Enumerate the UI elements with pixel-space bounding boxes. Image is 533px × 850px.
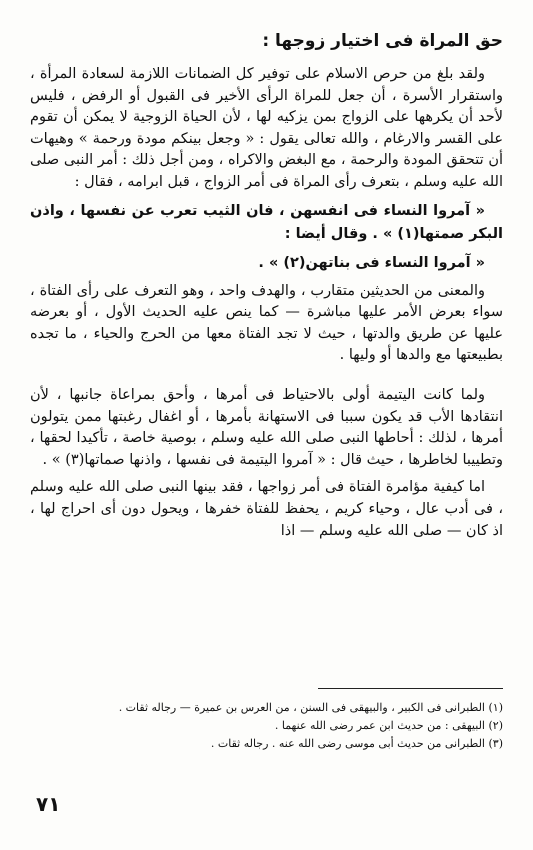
footnote-3: (٣) الطبرانى من حديث أبى موسى رضى الله عنه . رجاله ثقات .: [210, 737, 503, 750]
hadith-quote-2: « آمروا النساء فى بناتهن(٢) » .: [258, 254, 485, 271]
paragraph-gap: [30, 373, 503, 385]
footnote-2: (٢) البيهقى : من حديث ابن عمر رضى الله عنهما .: [274, 719, 503, 732]
paragraph-1: ولقد بلغ من حرص الاسلام على توفير كل الضمانات اللازمة لسعادة المرأة ، واستقرار الأسرة ، أن جعل للمراة الرأى الأخير فى القبول أو الرفض ، فليس لأحد أن يكرهها على الزواج بمن يزكيه لها ، لأن الحياة الزوجية لا يمكن أن تقوم على القسر والارغام ، والله تعالى يقول : « وجعل بينكم مودة ورحمة » وهيهات أن تتحقق المودة والرحمة ، مع البغض والاكراه ، ومن أجل ذلك : أمر النبى صلى الله عليه وسلم ، بتعرف رأى المراة فى أمر الزواج ، قبل ابرامه ، فقال :: [30, 66, 503, 190]
hadith-quote-1: « آمروا النساء فى انفسهن ، فان الثيب تعرب عن نفسها ، واذن البكر صمتها(١) » . وقال أيضا :: [30, 202, 503, 242]
section-heading: حق المراة فى اختيار زوجها :: [262, 31, 503, 51]
footnote-divider: [318, 688, 503, 689]
page-number: ٧١: [36, 792, 61, 816]
footnotes: [30, 700, 503, 754]
paragraph-2: والمعنى من الحديثين متقارب ، والهدف واحد ، وهو التعرف على رأى الفتاة ، سواء بعرض الأمر عليها مباشرة — كما ينص عليه الحديث الأول ، أو بعرضه عليها عن طريق والدتها ، حيث لا تجد الفتاة معها من الحرج والحياء ، ما تجده بطبيعتها مع والدها أو وليها .: [30, 282, 503, 364]
paragraph-4: اما كيفية مؤامرة الفتاة فى أمر زواجها ، فقد بينها النبى صلى الله عليه وسلم ، فى أدب عال ، وحياء كريم ، يحفظ للفتاة خفرها ، ويحول دون أى احراج لها ، اذ كان — صلى الله عليه وسلم — اذا: [30, 479, 503, 539]
footnote-1: (١) الطبرانى فى الكبير ، والبيهقى فى السنن ، من العرس بن عميرة — رجاله ثقات .: [118, 701, 503, 714]
paragraph-3: ولما كانت اليتيمة أولى بالاحتياط فى أمرها ، وأحق بمراعاة جانبها ، لأن انتقادها الأب قد يكون سببا فى الاستهانة بأمرها ، أو اغفال رغبتها ممن يتولون أمرها ، لذلك : أحاطها النبى صلى الله عليه وسلم ، بوصية خاصة ، تأكيدا لحقها ، وتطييبا لخاطرها ، حيث قال : « آمروا اليتيمة فى نفسها ، واذنها صماتها(٣) » .: [30, 386, 503, 468]
